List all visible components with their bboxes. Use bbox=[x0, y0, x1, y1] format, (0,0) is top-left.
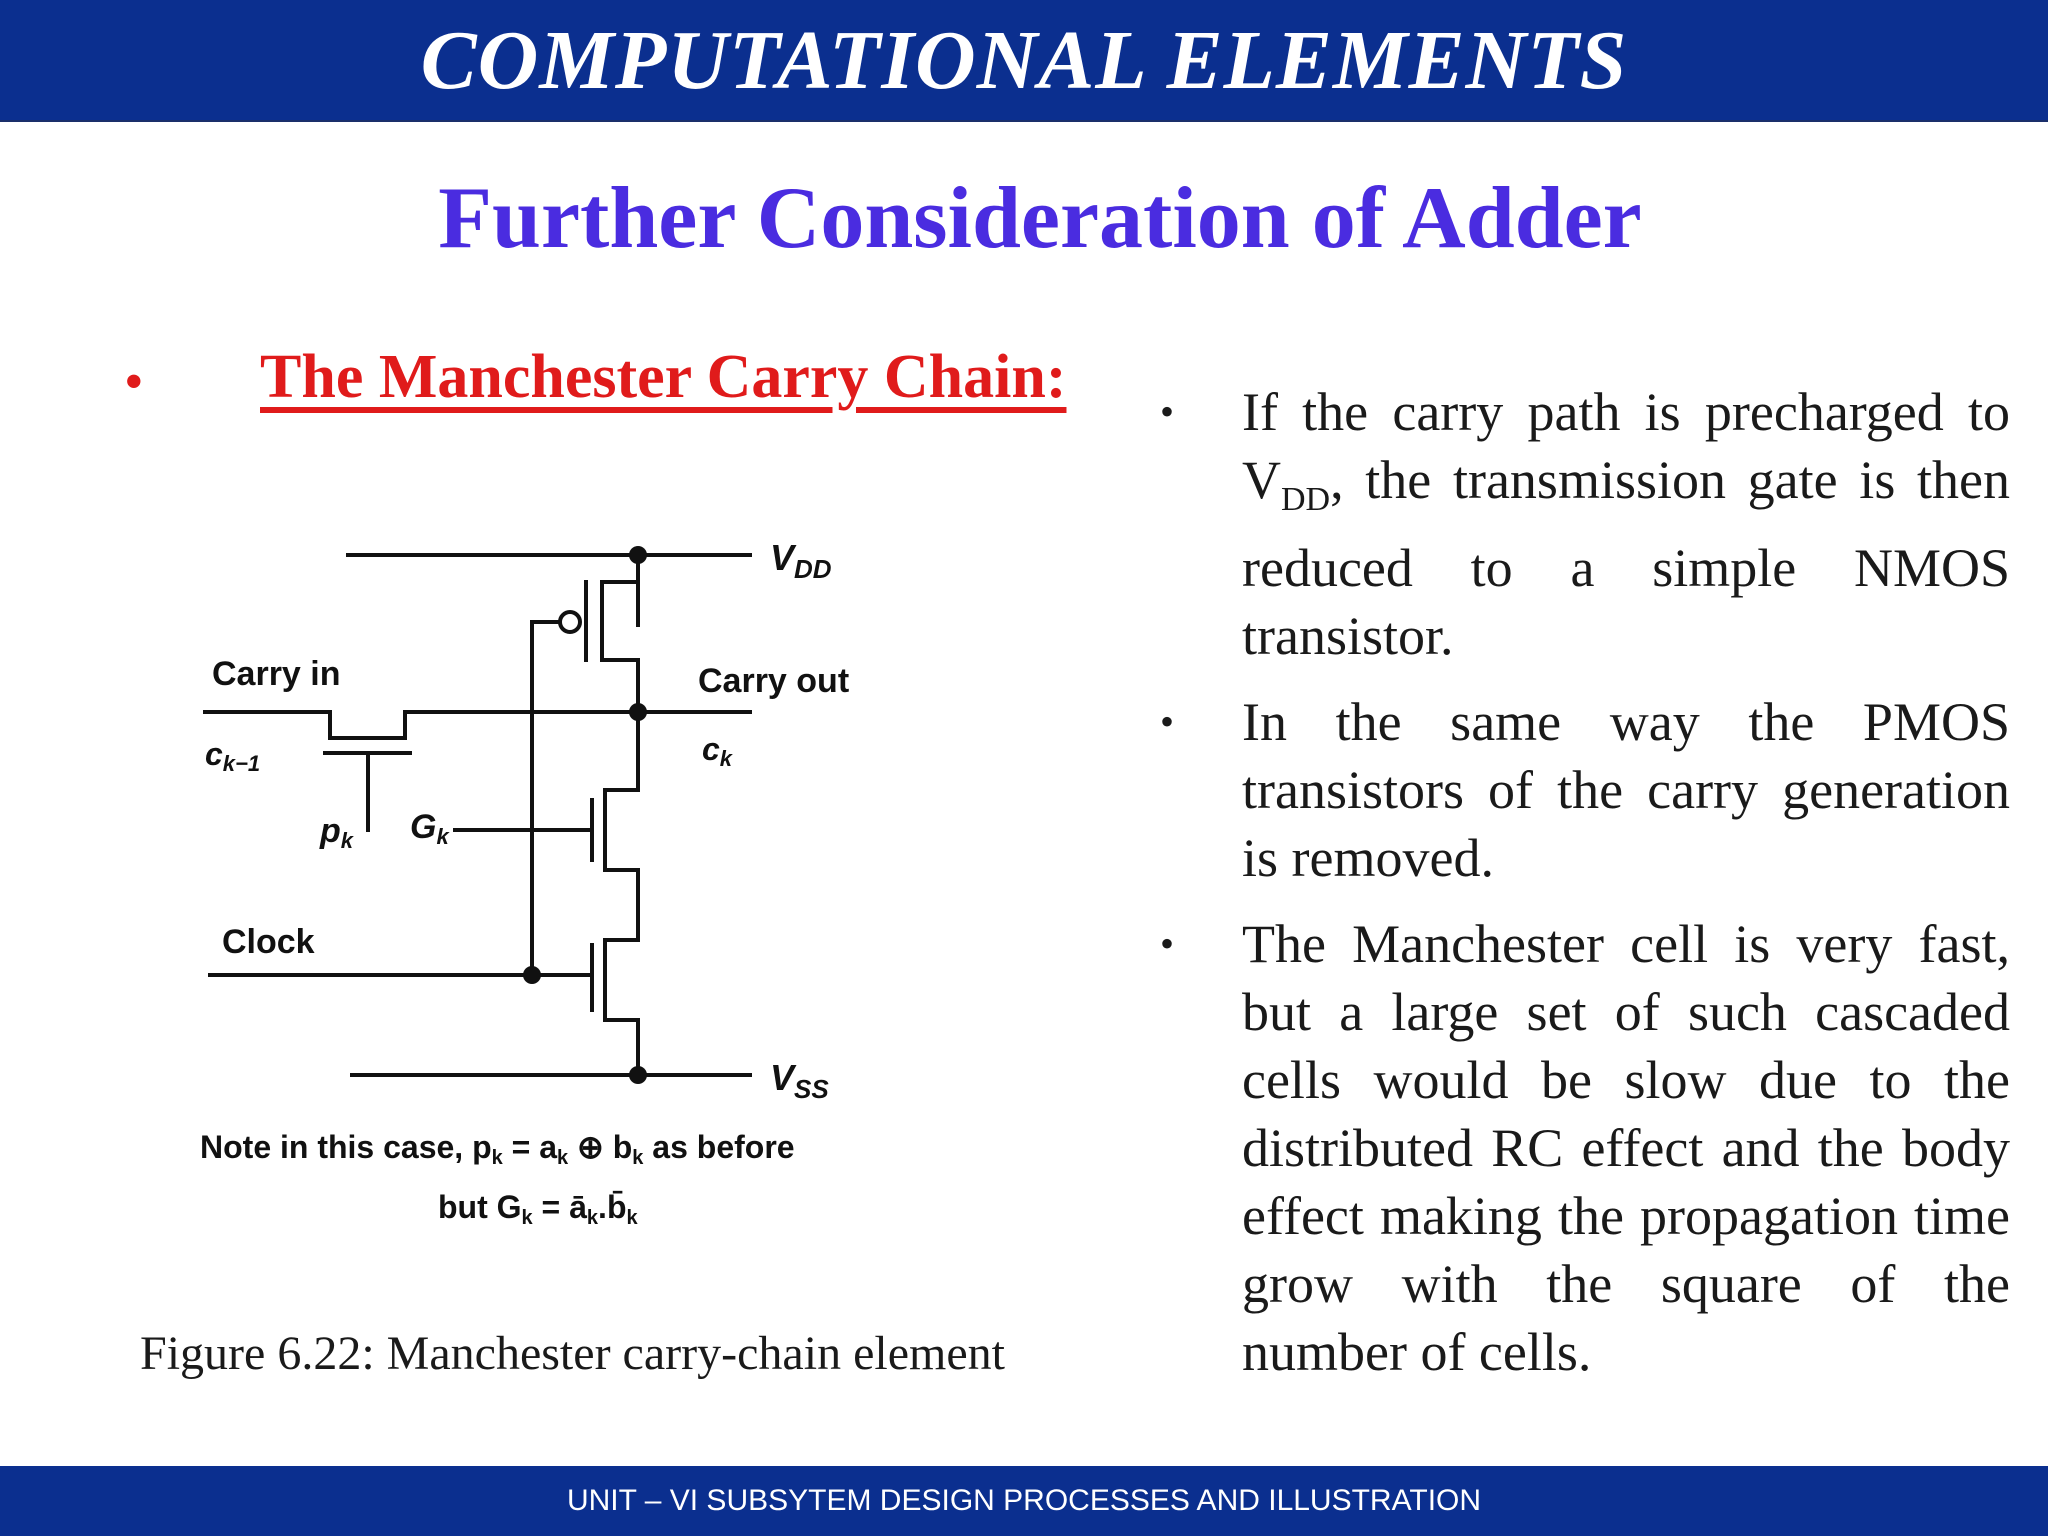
left-bullet: • bbox=[124, 351, 144, 413]
figure-note-line1: Note in this case, pk = ak ⊕ bk as before bbox=[200, 1129, 795, 1169]
bullet-item: • If the carry path is precharged to $V_{DD}$, the transmission gate is then reduced to a simple NMOS transistor. bbox=[1160, 378, 2010, 670]
bullet-dot: • bbox=[1160, 389, 1175, 434]
ck-minus-1-label: ck−1 bbox=[205, 736, 261, 776]
vdd-label: $V_{DD}$ bbox=[770, 537, 832, 584]
carry-out-label: Carry out bbox=[698, 662, 850, 700]
vdd-junction bbox=[629, 546, 647, 564]
clock-label: Clock bbox=[222, 923, 315, 961]
vss-junction bbox=[629, 1066, 647, 1084]
footer-bar bbox=[0, 1466, 2048, 1536]
pk-label: pk bbox=[320, 812, 354, 853]
bullet-dot: • bbox=[1160, 920, 1175, 966]
footer-text: UNIT – VI SUBSYTEM DESIGN PROCESSES AND ILLUSTRATION bbox=[566, 1484, 1482, 1517]
manchester-circuit-figure bbox=[190, 520, 940, 1260]
figure-caption: Figure 6.22: Manchester carry-chain element bbox=[140, 1327, 1005, 1380]
bullet-item: • In the same way the PMOS transistors of the carry generation is removed. bbox=[1160, 688, 2010, 892]
carry-in-label: Carry in bbox=[212, 655, 341, 693]
bullet-dot: • bbox=[1160, 698, 1175, 744]
slide-subtitle: Further Consideration of Adder bbox=[438, 170, 1642, 267]
header-bar bbox=[0, 0, 2048, 122]
ck-label: ck bbox=[702, 731, 733, 771]
bullet-item: • The Manchester cell is very fast, but a large set of such cascaded cells would be slow due to the distributed RC effect and the body effect making the propagation time grow with the square of the number of cells. bbox=[1160, 910, 2010, 1386]
right-bullet-list bbox=[1160, 378, 2010, 1404]
gk-label: Gk bbox=[410, 808, 449, 849]
pmos-bubble bbox=[560, 612, 580, 632]
vss-label: $V_{SS}$ bbox=[770, 1057, 829, 1104]
header-title: COMPUTATIONAL ELEMENTS bbox=[420, 13, 1628, 107]
circuit-diagram bbox=[190, 520, 940, 1260]
clock-junction bbox=[523, 966, 541, 984]
figure-note-line2: but Gk = āk.b̄k bbox=[438, 1189, 638, 1229]
left-heading: The Manchester Carry Chain: bbox=[260, 343, 1067, 411]
carry-out-junction bbox=[629, 703, 647, 721]
